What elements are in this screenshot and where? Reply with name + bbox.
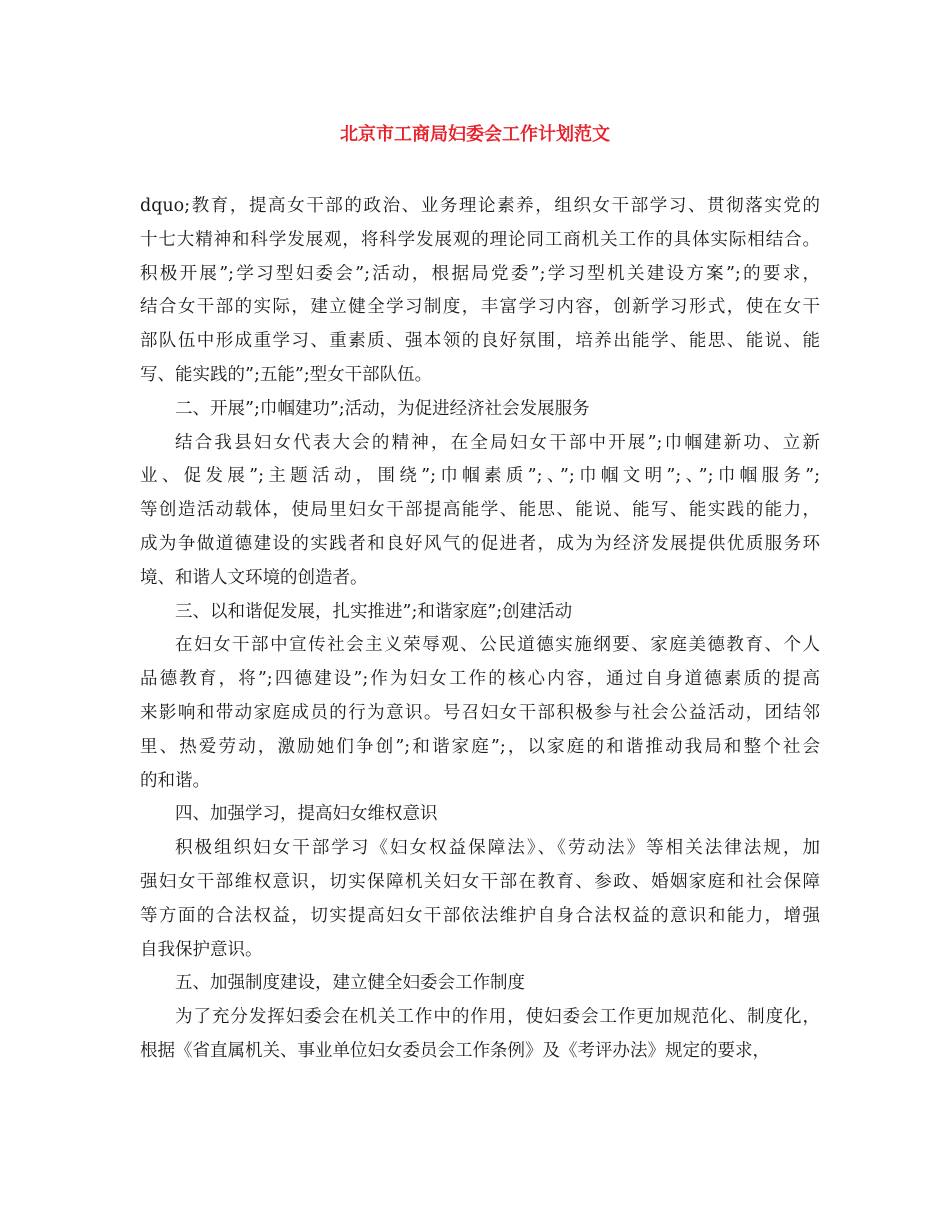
paragraph-line: 部队伍中形成重学习、重素质、强本领的良好氛围，培养出能学、能思、能说、能 xyxy=(140,331,820,352)
heading-text: 三、以和谐促发展，扎实推进”;和谐家庭”;创建活动 xyxy=(175,601,573,622)
paragraph-line: 里、热爱劳动，激励她们争创”;和谐家庭”;，以家庭的和谐推动我局和整个社会 xyxy=(140,736,820,757)
paragraph-line: 写、能实践的”;五能”;型女干部队伍。 xyxy=(140,364,433,385)
paragraph-line: 业、促发展”;主题活动，围绕”;巾帼素质”;、”;巾帼文明”;、”;巾帼服务”; xyxy=(140,466,820,487)
paragraph-line: 等方面的合法权益，切实提高妇女干部依法维护自身合法权益的意识和能力，增强 xyxy=(140,905,820,926)
heading-text: 四、加强学习，提高妇女维权意识 xyxy=(175,804,438,825)
paragraph-line: 成为争做道德建设的实践者和良好风气的促进者，成为为经济发展提供优质服务环 xyxy=(140,533,820,554)
body-paragraph xyxy=(140,832,820,967)
body-paragraph xyxy=(140,1001,820,1069)
paragraph-line: 为了充分发挥妇委会在机关工作中的作用，使妇委会工作更加规范化、制度化， xyxy=(175,1007,820,1028)
document-title: 北京市工商局妇委会工作计划范文 xyxy=(340,124,610,145)
paragraph-line: 的和谐。 xyxy=(140,770,210,791)
paragraph-line: dquo;教育，提高女干部的政治、业务理论素养，组织女干部学习、贯彻落实党的 xyxy=(140,196,820,216)
paragraph-line: 自我保护意识。 xyxy=(140,939,263,960)
paragraph-line: 根据《省直属机关、事业单位妇女委员会工作条例》及《考评办法》规定的要求， xyxy=(140,1040,770,1061)
body-paragraph xyxy=(140,190,820,393)
paragraph-line: 强妇女干部维权意识，切实保障机关妇女干部在教育、参政、婚姻家庭和社会保障 xyxy=(140,871,820,892)
paragraph-line: 十七大精神和科学发展观，将科学发展观的理论同工商机关工作的具体实际相结合。 xyxy=(140,229,820,250)
paragraph-line: 品德教育，将”;四德建设”;作为妇女工作的核心内容，通过自身道德素质的提高 xyxy=(140,669,820,690)
section-heading xyxy=(140,393,820,427)
paragraph-line: 在妇女干部中宣传社会主义荣辱观、公民道德实施纲要、家庭美德教育、个人 xyxy=(175,635,820,656)
paragraph-line: 积极开展”;学习型妇委会”;活动，根据局党委”;学习型机关建设方案”;的要求， xyxy=(140,263,820,284)
paragraph-line: 结合女干部的实际，建立健全学习制度，丰富学习内容，创新学习形式，使在女干 xyxy=(140,297,820,318)
section-heading xyxy=(140,967,820,1001)
section-heading xyxy=(140,596,820,630)
heading-text: 二、开展”;巾帼建功”;活动，为促进经济社会发展服务 xyxy=(175,398,590,419)
body-paragraph xyxy=(140,629,820,798)
body-paragraph xyxy=(140,427,820,596)
paragraph-line: 境、和谐人文环境的创造者。 xyxy=(140,567,368,588)
document-body xyxy=(140,190,820,1069)
section-heading xyxy=(140,798,820,832)
paragraph-line: 结合我县妇女代表大会的精神，在全局妇女干部中开展”;巾帼建新功、立新 xyxy=(175,432,820,453)
paragraph-line: 等创造活动载体，使局里妇女干部提高能学、能思、能说、能写、能实践的能力， xyxy=(140,500,820,521)
paragraph-line: 来影响和带动家庭成员的行为意识。号召妇女干部积极参与社会公益活动，团结邻 xyxy=(140,702,820,723)
paragraph-line: 积极组织妇女干部学习《妇女权益保障法》、《劳动法》等相关法律法规，加 xyxy=(175,838,820,859)
heading-text: 五、加强制度建设，建立健全妇委会工作制度 xyxy=(175,973,525,994)
